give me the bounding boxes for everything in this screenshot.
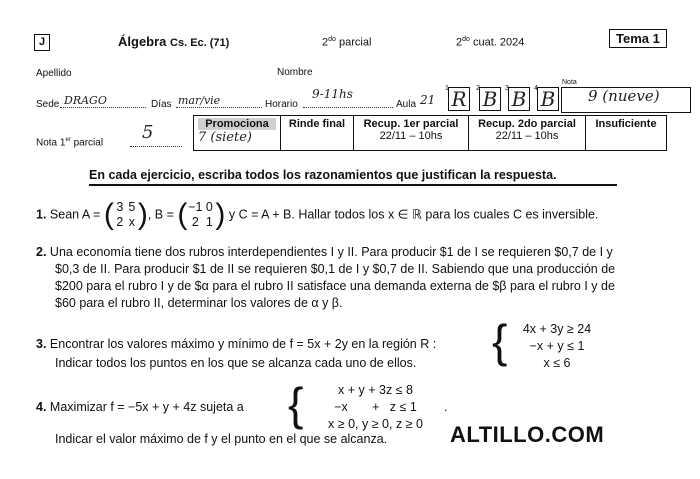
q1-num: 1.	[36, 207, 47, 222]
b21: 2	[191, 215, 199, 229]
col-rinde-final	[281, 116, 354, 151]
nota-value: 9 (nueve)	[588, 87, 660, 105]
grade-box-3	[505, 85, 530, 111]
q3-ineq-1: 4x + 3y ≥ 24	[522, 322, 592, 336]
q3-ineq-2: −x + y ≤ 1	[529, 339, 585, 353]
q1-post: y C = A + B. Hallar todos los x ∈ ℝ para los cuales C es inversible.	[228, 207, 599, 222]
matrix-b	[187, 200, 215, 230]
b22: 1	[205, 215, 213, 229]
q3-num: 3.	[36, 337, 47, 351]
exam-box-letter: J	[34, 34, 50, 51]
grade-mark-2: B	[482, 87, 498, 111]
q4-line-2: Indicar el valor máximo de f y el punto en el que se alcanza.	[55, 432, 388, 446]
b12: 0	[205, 200, 213, 214]
dias-value: mar/vie	[178, 94, 221, 107]
q4-ineq-1: x + y + 3z ≤ 8	[338, 383, 413, 397]
question-1	[36, 200, 598, 230]
col-insuficiente-title: Insuficiente	[595, 118, 657, 130]
q2-line-4: $60 para el rubro II, determinar los valores de α y β.	[55, 296, 343, 310]
promo-value: 7 (siete)	[198, 130, 252, 145]
aula-value: 21	[420, 93, 436, 107]
exam-sup: do	[328, 36, 336, 43]
apellido-label: Apellido	[36, 68, 72, 79]
col-insuficiente	[586, 116, 667, 151]
q1-paren-open-a: (	[103, 198, 114, 231]
nota1-label	[36, 137, 103, 148]
a21: 2	[116, 215, 124, 229]
exam-num: 2	[322, 36, 329, 49]
instructions-underline	[89, 184, 617, 186]
q1-pre: Sean A =	[49, 207, 101, 222]
matrix-a	[114, 200, 138, 230]
nota1-value: 5	[142, 122, 154, 143]
nota1-line	[130, 146, 182, 147]
q3-line-1	[36, 337, 436, 351]
q4-ineq-3: x ≥ 0, y ≥ 0, z ≥ 0	[328, 417, 423, 431]
q1-paren-close-b: )	[215, 198, 226, 231]
col-recup-1-title: Recup. 1er parcial	[363, 118, 459, 130]
term-num: 2	[456, 36, 463, 49]
col-rinde-final-title: Rinde final	[288, 118, 346, 130]
q4-tail: .	[444, 400, 448, 414]
course-suffix: Cs. Ec. (71)	[170, 37, 230, 49]
q4-system	[308, 382, 443, 433]
tema-box: Tema 1	[609, 29, 667, 48]
nombre-label: Nombre	[277, 67, 313, 78]
sede-label: Sede	[36, 99, 60, 110]
dias-line	[176, 107, 262, 108]
nota-label: Nota	[562, 79, 577, 86]
aula-label: Aula	[396, 99, 417, 110]
altillo-watermark: ALTILLO.COM	[450, 422, 605, 447]
grade-num-4: 4	[534, 85, 538, 92]
horario-value: 9-11hs	[312, 87, 353, 101]
q3-system	[512, 321, 602, 372]
grade-num-3: 3	[505, 85, 509, 92]
nota1-sup: er	[65, 137, 71, 143]
q4-num: 4.	[36, 400, 47, 414]
q4-text-1: Maximizar f = −5x + y + 4z sujeta a	[49, 400, 244, 414]
term-sup: do	[462, 36, 470, 43]
col-promociona	[194, 116, 281, 151]
course-name: Álgebra	[118, 34, 167, 49]
q1-mid: , B =	[147, 207, 174, 222]
q3-line-2: Indicar todos los puntos en los que se alcanza cada uno de ellos.	[55, 356, 417, 370]
instructions: En cada ejercicio, escriba todos los razonamientos que justifican la respuesta.	[89, 168, 557, 182]
question-2	[36, 244, 615, 312]
q3-ineq-3: x ≤ 6	[543, 356, 571, 370]
q3-text-1: Encontrar los valores máximo y mínimo de f = 5x + 2y en la región R :	[49, 337, 437, 351]
q2-num: 2.	[36, 245, 47, 259]
grade-mark-3: B	[511, 87, 527, 111]
a22: x	[128, 215, 135, 229]
grade-box-4	[534, 85, 559, 111]
grades-table	[193, 115, 667, 151]
nota1-word: parcial	[73, 137, 104, 149]
nota1-text: Nota 1	[36, 137, 66, 149]
sede-line	[60, 107, 146, 108]
horario-label: Horario	[265, 99, 298, 110]
term-word: cuat. 2024	[472, 36, 525, 49]
q1-paren-open-b: (	[177, 198, 188, 231]
col-recup-2	[469, 116, 586, 151]
dias-label: Días	[151, 99, 172, 110]
col-recup-1-sub: 22/11 – 10hs	[379, 130, 443, 142]
q4-line-1	[36, 400, 244, 414]
sede-value: DRAGO	[64, 94, 107, 107]
grade-box-1	[445, 85, 470, 111]
grade-mark-4: B	[540, 87, 556, 111]
b11: −1	[188, 200, 203, 214]
grade-num-1: 1	[445, 85, 449, 92]
q4-brace: {	[288, 378, 304, 430]
a11: 3	[116, 200, 124, 214]
q1-paren-close-a: )	[137, 198, 148, 231]
col-recup-2-sub: 22/11 – 10hs	[495, 130, 559, 142]
exam-word: parcial	[338, 36, 372, 49]
q3-brace: {	[492, 315, 508, 367]
q2-line-2: $0,3 de II. Para producir $1 de II se requieren $0,1 de I y $0,7 de II. Sabiendo que una producción de	[55, 262, 616, 276]
grade-num-2: 2	[476, 85, 480, 92]
grade-box-2	[476, 85, 501, 111]
a12: 5	[128, 200, 136, 214]
col-recup-1	[354, 116, 469, 151]
term	[456, 36, 524, 49]
exam-number	[322, 36, 371, 49]
q4-ineq-2: −x + z ≤ 1	[334, 400, 417, 414]
grade-mark-1: R	[451, 87, 467, 111]
course-title	[118, 34, 229, 49]
q2-line-3: $200 para el rubro I y de $α para el rubro II satisface una demanda externa de $β para el rubro I y de	[55, 279, 615, 293]
horario-line	[303, 107, 393, 108]
q2-line-1: Una economía tiene dos rubros interdependientes I y II. Para producir $1 de I se requieren $0,7 de I y	[49, 245, 613, 259]
col-recup-2-title: Recup. 2do parcial	[478, 118, 576, 130]
col-promociona-title: Promociona	[198, 118, 276, 130]
